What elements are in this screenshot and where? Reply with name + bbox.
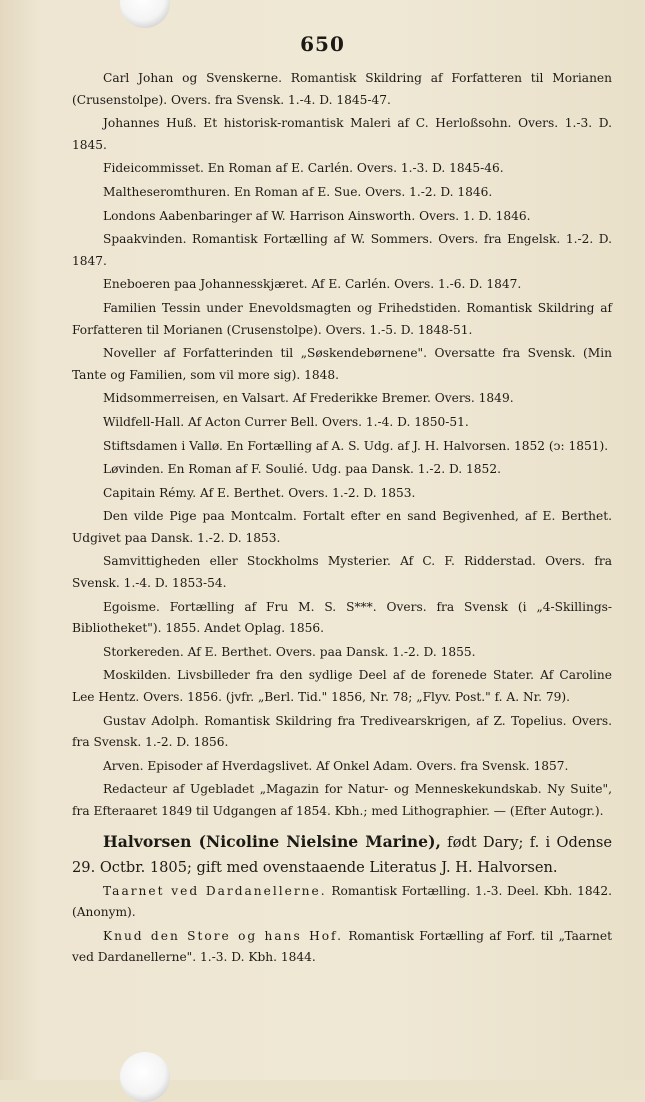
entry: Fideicommisset. En Roman af E. Carlén. Overs. 1.-3. D. 1845-46. — [103, 161, 504, 176]
entry: Wildfell-Hall. Af Acton Currer Bell. Overs. 1.-4. D. 1850-51. — [103, 414, 469, 429]
author-name: Halvorsen (Nicoline Nielsine Marine), — [103, 831, 441, 851]
entry: Carl Johan og Svenskerne. Romantisk Skildring af Forfatteren til Morianen (Crusenstolpe). Overs. fra Svensk. 1.-4. D. 1845-47. — [72, 71, 612, 107]
entry: Storkereden. Af E. Berthet. Overs. paa Dansk. 1.-2. D. 1855. — [103, 644, 476, 659]
entry: Midsommerreisen, en Valsart. Af Frederikke Bremer. Overs. 1849. — [103, 391, 514, 406]
entry: Moskilden. Livsbilleder fra den sydlige Deel af de forenede Stater. Af Caroline Lee Hentz. Overs. 1856. (jvfr. „Berl. Tid." 1856, Nr. 78; „Flyv. Post." f. A. Nr. 79). — [72, 668, 612, 705]
entry: Arven. Episoder af Hverdagslivet. Af Onkel Adam. Overs. fra Svensk. 1857. — [103, 758, 569, 773]
entry: Maltheseromthuren. En Roman af E. Sue. Overs. 1.-2. D. 1846. — [103, 184, 493, 199]
entry: Londons Aabenbaringer af W. Harrison Ainsworth. Overs. 1. D. 1846. — [103, 208, 531, 223]
entry: Johannes Huß. Et historisk-romantisk Maleri af C. Herloßsohn. Overs. 1.-3. D. 1845. — [72, 116, 612, 152]
entry: Taarnet ved Dardanellerne. Romantisk Fortælling. 1.-3. Deel. Kbh. 1842. (Anonym). — [72, 883, 612, 920]
entry: Gustav Adolph. Romantisk Skildring fra Tredivearskrigen, af Z. Topelius. Overs. fra Svensk. 1.-2. D. 1856. — [72, 713, 612, 750]
entry: Samvittigheden eller Stockholms Mysterier. Af C. F. Ridderstad. Overs. fra Svensk. 1.-4. D. 1853-54. — [72, 554, 612, 591]
entry: Egoisme. Fortælling af Fru M. S. S***. Overs. fra Svensk (i „4-Skillings-Bibliotheket"). 1855. Andet Oplag. 1856. — [72, 599, 612, 636]
binding-hole-top — [120, 0, 170, 28]
entry: Familien Tessin under Enevoldsmagten og Frihedstiden. Romantisk Skildring af Forfatteren til Morianen (Crusenstolpe). Overs. 1.-5. D. 1848-51. — [72, 300, 612, 337]
page-number: 650 — [300, 32, 345, 56]
binding-hole-bottom — [120, 1052, 170, 1102]
entry: Noveller af Forfatterinden til „Søskendebørnene". Oversatte fra Svensk. (Min Tante og Familien, som vil more sig). 1848. — [72, 346, 612, 382]
entry: Capitain Rémy. Af E. Berthet. Overs. 1.-2. D. 1853. — [103, 485, 416, 500]
entry: Den vilde Pige paa Montcalm. Fortalt efter en sand Begivenhed, af E. Berthet. Udgivet paa Dansk. 1.-2. D. 1853. — [72, 509, 612, 545]
bibliography-column — [72, 68, 612, 971]
entry: Løvinden. En Roman af F. Soulié. Udg. paa Dansk. 1.-2. D. 1852. — [103, 462, 501, 477]
entry: Stiftsdamen i Vallø. En Fortælling af A. S. Udg. af J. H. Halvorsen. 1852 (ↄ: 1851). — [103, 438, 609, 453]
entry: Spaakvinden. Romantisk Fortælling af W. Sommers. Overs. fra Engelsk. 1.-2. D. 1847. — [72, 232, 612, 268]
entry: Redacteur af Ugebladet „Magazin for Natur- og Menneskekundskab. Ny Suite", fra Efteraaret 1849 til Udgangen af 1854. Kbh.; med Lithographier. — (Efter Autogr.). — [72, 782, 612, 818]
author-heading: Halvorsen (Nicoline Nielsine Marine), født Dary; f. i Odense 29. Octbr. 1805; gift med ovenstaaende Literatus J. H. Halvorsen. — [72, 831, 612, 876]
entry: Eneboeren paa Johannesskjæret. Af E. Carlén. Overs. 1.-6. D. 1847. — [103, 277, 522, 292]
entry: Knud den Store og hans Hof. Romantisk Fortælling af Forf. til „Taarnet ved Dardanellerne". 1.-3. D. Kbh. 1844. — [72, 928, 612, 965]
